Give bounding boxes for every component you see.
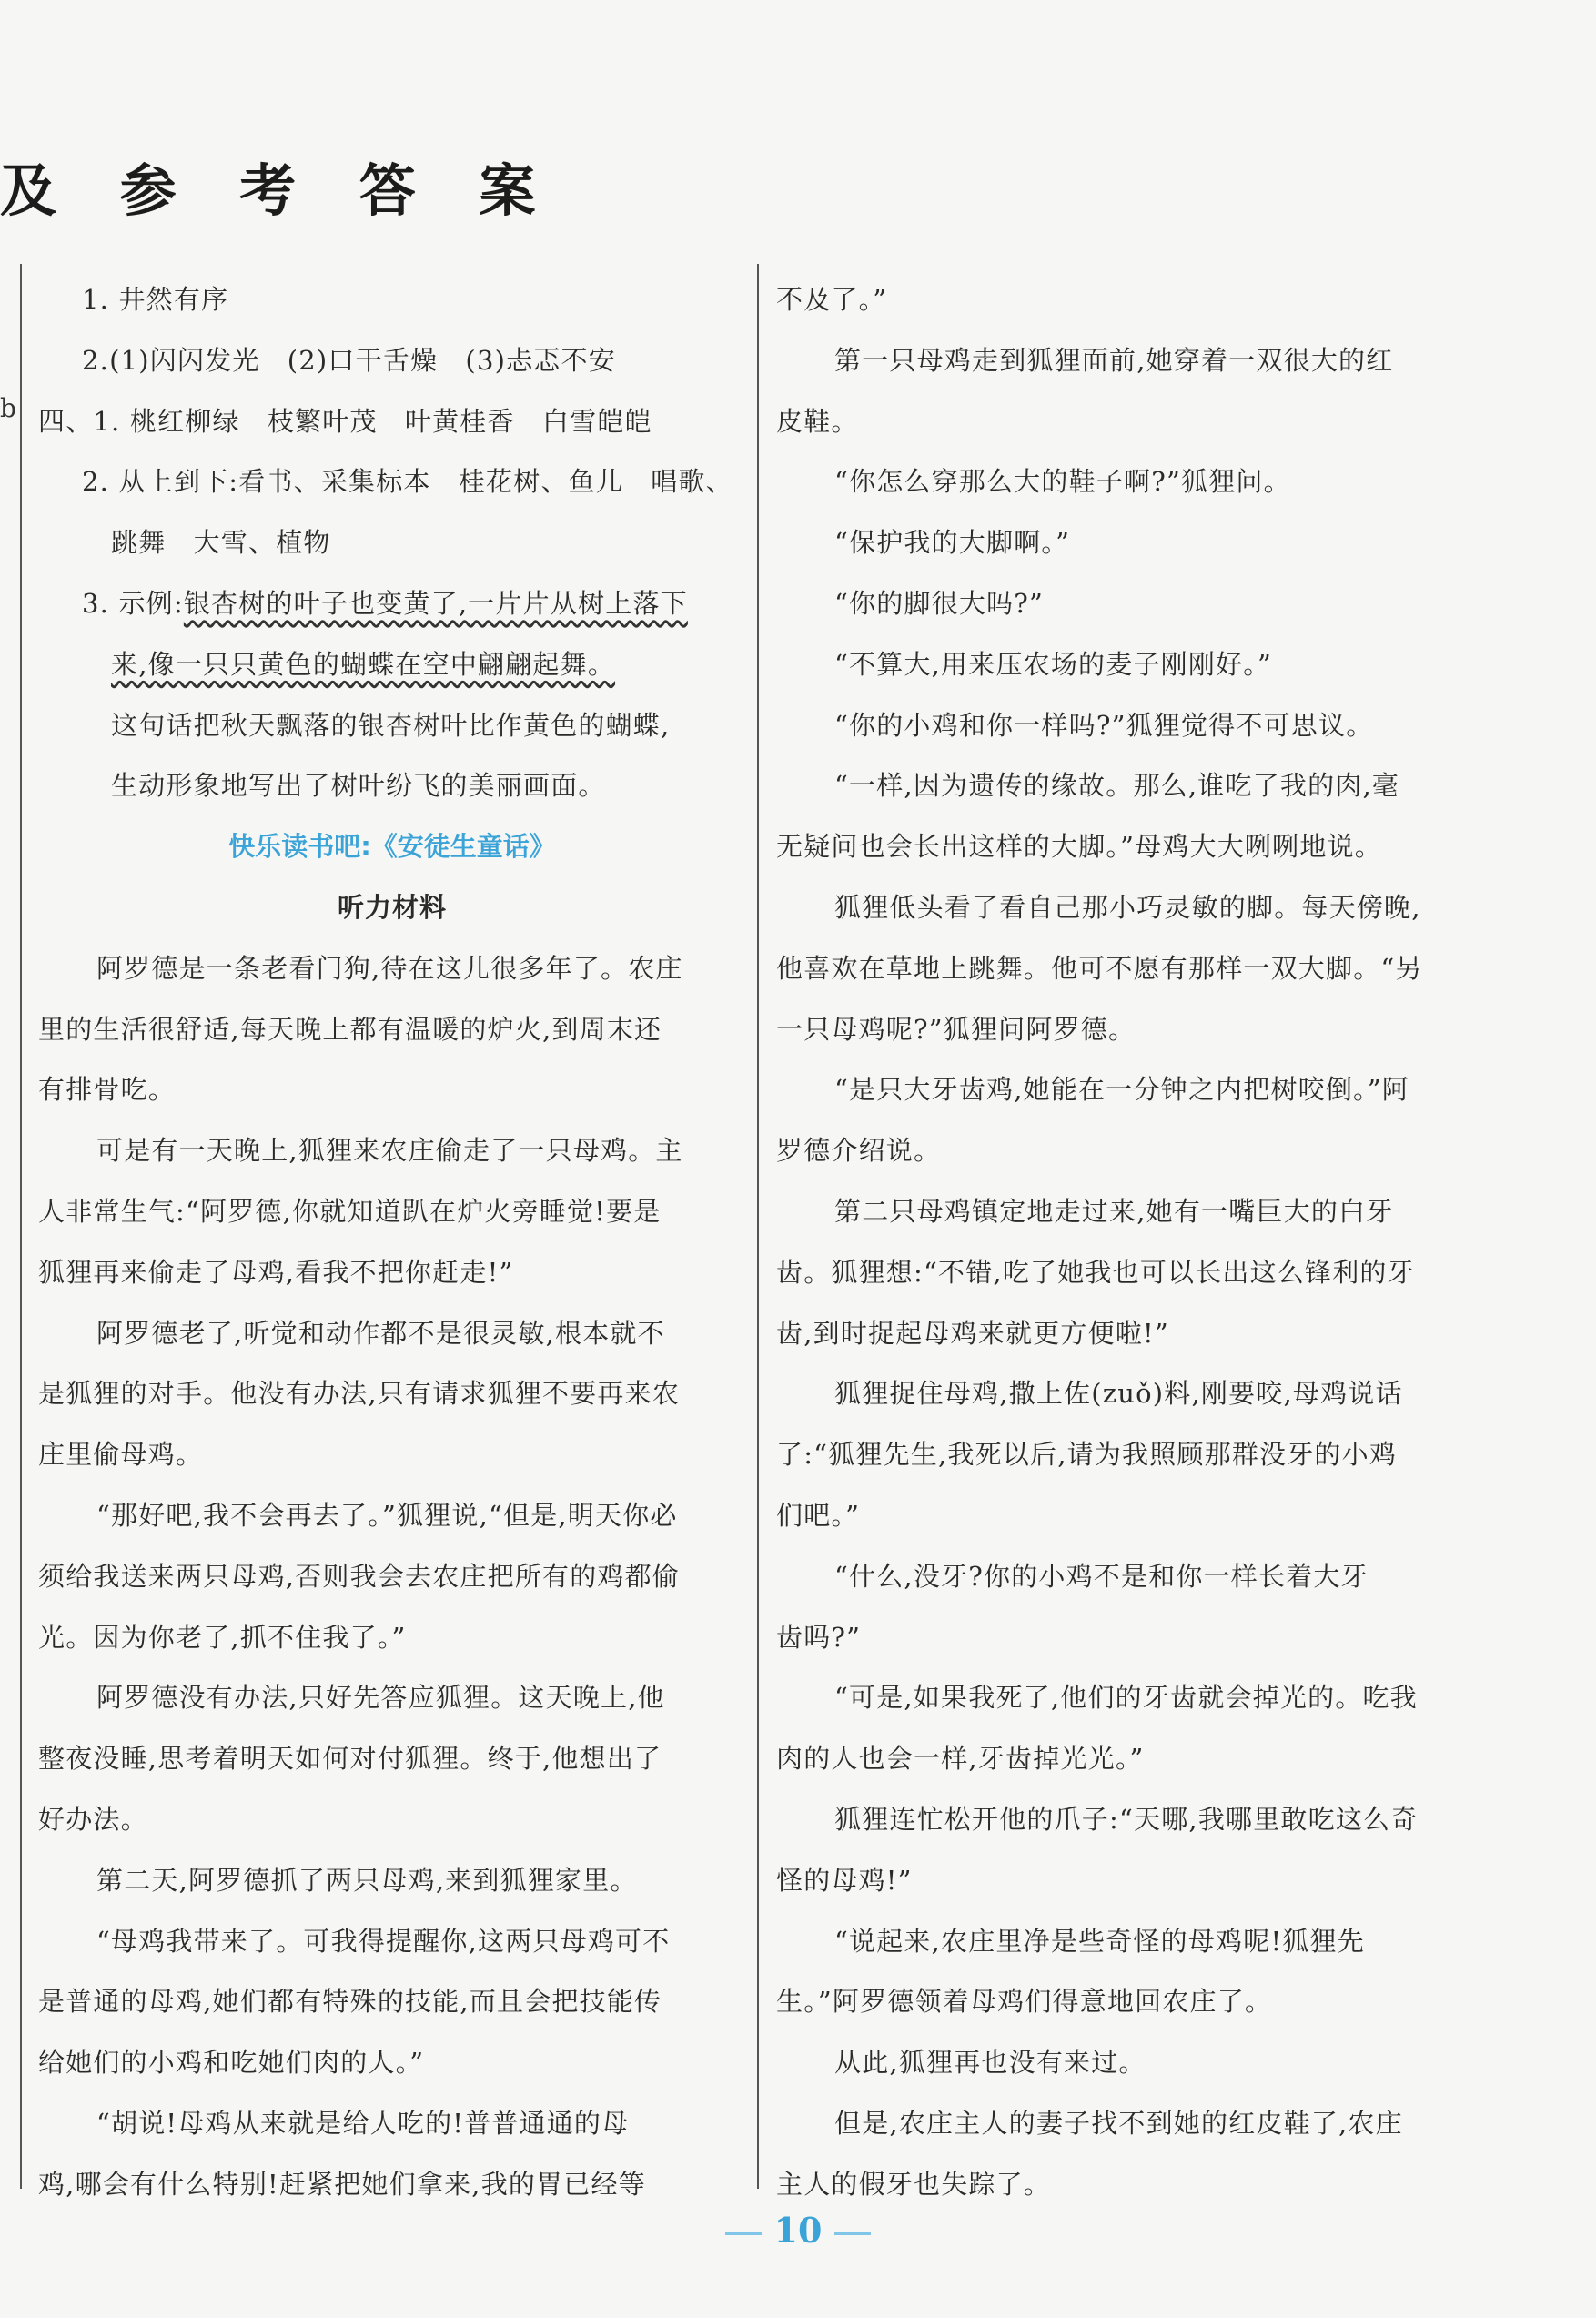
line-text: 一只母鸡呢?”狐狸问阿罗德。: [776, 1013, 1136, 1045]
right-line: [776, 938, 1486, 999]
left-line: [38, 999, 746, 1060]
line-text: 庄里偷母鸡。: [38, 1439, 204, 1471]
line-text: 狐狸捉住母鸡,撒上佐(zuǒ)料,刚要咬,母鸡说话: [834, 1378, 1403, 1410]
right-line: [776, 1850, 1486, 1911]
left-line: [38, 2093, 746, 2154]
left-line: [38, 1607, 746, 1668]
right-line: [776, 1120, 1486, 1181]
left-line: [38, 512, 746, 573]
line-text: “什么,没牙?你的小鸡不是和你一样长着大牙: [834, 1560, 1369, 1592]
right-line: [776, 695, 1486, 756]
right-line: [776, 816, 1486, 877]
line-text: “不算大,用来压农场的麦子刚刚好。”: [834, 648, 1272, 680]
line-text: 第二天,阿罗德抓了两只母鸡,来到狐狸家里。: [96, 1864, 638, 1896]
line-text: 听力材料: [337, 891, 447, 923]
left-line: [38, 938, 746, 999]
line-text: 是普通的母鸡,她们都有特殊的技能,而且会把技能传: [38, 1986, 662, 2018]
left-line: [38, 391, 746, 452]
left-line: [38, 1971, 746, 2032]
left-line: [38, 1485, 746, 1546]
right-line: [776, 634, 1486, 695]
right-line: [776, 1424, 1486, 1485]
left-line: [38, 451, 746, 512]
line-text: 他喜欢在草地上跳舞。他可不愿有那样一双大脚。“另: [776, 952, 1423, 984]
dash-left: [725, 2232, 762, 2235]
column-divider: [757, 264, 759, 2189]
line-text: “那好吧,我不会再去了。”狐狸说,“但是,明天你必: [96, 1499, 678, 1531]
right-line: [776, 1059, 1486, 1120]
line-text: 光。因为你老了,抓不住我了。”: [38, 1621, 407, 1653]
line-text: 里的生活很舒适,每天晚上都有温暖的炉火,到周末还: [38, 1013, 662, 1045]
right-column: [776, 269, 1486, 2215]
line-text: 罗德介绍说。: [776, 1135, 942, 1167]
line-text: 2. 从上到下:看书、采集标本 桂花树、鱼儿 唱歌、: [82, 466, 733, 498]
left-line: [38, 1789, 746, 1850]
line-text: “是只大牙齿鸡,她能在一分钟之内把树咬倒。”阿: [834, 1074, 1409, 1106]
line-text: 有排骨吃。: [38, 1074, 177, 1106]
right-line: [776, 1728, 1486, 1789]
line-text: 齿吗?”: [776, 1621, 862, 1653]
right-line: [776, 1607, 1486, 1668]
line-text: 鸡,哪会有什么特别!赶紧把她们拿来,我的胃已经等: [38, 2168, 646, 2200]
line-text: 1. 井然有序: [82, 284, 229, 315]
line-text: 了:“狐狸先生,我死以后,请为我照顾那群没牙的小鸡: [776, 1439, 1398, 1471]
left-margin-rule: [20, 264, 22, 2189]
left-line: [38, 1546, 746, 1607]
margin-text-fragment: b: [0, 393, 16, 423]
line-text: 从此,狐狸再也没有来过。: [834, 2047, 1146, 2079]
right-line: [776, 330, 1486, 391]
line-text: 主人的假牙也失踪了。: [776, 2168, 1052, 2200]
left-line: [38, 1424, 746, 1485]
line-text: 齿。狐狸想:“不错,吃了她我也可以长出这么锋利的牙: [776, 1256, 1415, 1288]
left-line: [38, 877, 746, 938]
left-line: [38, 1303, 746, 1364]
line-text: 狐狸再来偷走了母鸡,看我不把你赶走!”: [38, 1256, 514, 1288]
right-line: [776, 573, 1486, 634]
line-text: 狐狸连忙松开他的爪子:“天哪,我哪里敢吃这么奇: [834, 1803, 1419, 1835]
left-column: [38, 269, 746, 2215]
line-text: 给她们的小鸡和吃她们肉的人。”: [38, 2047, 425, 2079]
line-text: 齿,到时捉起母鸡来就更方便啦!”: [776, 1317, 1169, 1349]
line-text: “胡说!母鸡从来就是给人吃的!普普通通的母: [96, 2107, 630, 2139]
right-line: [776, 2093, 1486, 2154]
dash-right: [834, 2232, 871, 2235]
left-line: [38, 1667, 746, 1728]
line-text: 不及了。”: [776, 284, 888, 315]
line-text: 怪的母鸡!”: [776, 1864, 913, 1896]
line-text: 可是有一天晚上,狐狸来农庄偷走了一只母鸡。主: [96, 1135, 683, 1167]
line-text: 这句话把秋天飘落的银杏树叶比作黄色的蝴蝶,: [111, 709, 671, 741]
line-text: 阿罗德没有办法,只好先答应狐狸。这天晚上,他: [96, 1682, 665, 1714]
left-line: [38, 1911, 746, 1972]
line-text: 皮鞋。: [776, 405, 859, 437]
right-line: [776, 1911, 1486, 1972]
line-text: 生。”阿罗德领着母鸡们得意地回农庄了。: [776, 1986, 1273, 2018]
line-text: 是狐狸的对手。他没有办法,只有请求狐狸不要再来农: [38, 1378, 681, 1410]
line-text: 阿罗德是一条老看门狗,待在这儿很多年了。农庄: [96, 952, 683, 984]
line-text: 2.(1)闪闪发光 (2)口干舌燥 (3)忐忑不安: [82, 344, 616, 376]
page-number: 10: [773, 2210, 823, 2251]
line-text: “你的小鸡和你一样吗?”狐狸觉得不可思议。: [834, 709, 1374, 741]
left-line: [38, 1363, 746, 1424]
right-line: [776, 1181, 1486, 1242]
left-line: [38, 1850, 746, 1911]
right-line: [776, 1789, 1486, 1850]
left-line: [38, 330, 746, 391]
line-text: “你怎么穿那么大的鞋子啊?”狐狸问。: [834, 466, 1291, 498]
right-line: [776, 877, 1486, 938]
line-text: “你的脚很大吗?”: [834, 587, 1044, 619]
right-line: [776, 755, 1486, 816]
left-line: [38, 2154, 746, 2215]
line-text: 快乐读书吧:《安徒生童话》: [228, 831, 556, 863]
line-text: 第二只母鸡镇定地走过来,她有一嘴巨大的白牙: [834, 1195, 1394, 1227]
line-text: 好办法。: [38, 1803, 148, 1835]
line-text: 狐狸低头看了看自己那小巧灵敏的脚。每天傍晚,: [834, 891, 1421, 923]
right-line: [776, 1303, 1486, 1364]
line-text: 但是,农庄主人的妻子找不到她的红皮鞋了,农庄: [834, 2107, 1403, 2139]
left-line: [38, 695, 746, 756]
right-line: [776, 1363, 1486, 1424]
line-text: 跳舞 大雪、植物: [111, 527, 331, 559]
right-line: [776, 1242, 1486, 1303]
underlined-example-text: 来,像一只只黄色的蝴蝶在空中翩翩起舞。: [111, 648, 616, 680]
underlined-example-text: 银杏树的叶子也变黄了,一片片从树上落下: [183, 587, 688, 619]
right-line: [776, 999, 1486, 1060]
line-text: 肉的人也会一样,牙齿掉光光。”: [776, 1743, 1145, 1775]
right-line: [776, 2032, 1486, 2093]
line-text: 生动形象地写出了树叶纷飞的美丽画面。: [111, 770, 606, 802]
page-title: 及 参 考 答 案: [0, 157, 558, 224]
left-line: [38, 816, 746, 877]
right-line: [776, 1971, 1486, 2032]
line-text: “可是,如果我死了,他们的牙齿就会掉光的。吃我: [834, 1682, 1418, 1714]
line-prefix: 3. 示例:: [82, 587, 184, 619]
line-text: 人非常生气:“阿罗德,你就知道趴在炉火旁睡觉!要是: [38, 1195, 662, 1227]
left-line: [38, 755, 746, 816]
line-text: 四、1. 桃红柳绿 枝繁叶茂 叶黄桂香 白雪皑皑: [38, 405, 652, 437]
left-line: [38, 1120, 746, 1181]
right-line: [776, 391, 1486, 452]
line-text: 整夜没睡,思考着明天如何对付狐狸。终于,他想出了: [38, 1743, 662, 1775]
right-line: [776, 2154, 1486, 2215]
page-number-block: [712, 2210, 884, 2251]
right-line: [776, 269, 1486, 330]
page-footer: [0, 2210, 1596, 2251]
line-text: 阿罗德老了,听觉和动作都不是很灵敏,根本就不: [96, 1317, 665, 1349]
left-line: [38, 2032, 746, 2093]
line-text: “说起来,农庄里净是些奇怪的母鸡呢!狐狸先: [834, 1925, 1365, 1957]
line-text: 须给我送来两只母鸡,否则我会去农庄把所有的鸡都偷: [38, 1560, 681, 1592]
line-text: “一样,因为遗传的缘故。那么,谁吃了我的肉,毫: [834, 770, 1400, 802]
left-line: [38, 269, 746, 330]
line-text: 们吧。”: [776, 1499, 861, 1531]
line-text: “保护我的大脚啊。”: [834, 527, 1071, 559]
right-line: [776, 1485, 1486, 1546]
left-line: [38, 1242, 746, 1303]
left-line: [38, 1181, 746, 1242]
right-line: [776, 512, 1486, 573]
left-line: [38, 1059, 746, 1120]
left-line: [38, 573, 746, 634]
right-line: [776, 451, 1486, 512]
line-text: 无疑问也会长出这样的大脚。”母鸡大大咧咧地说。: [776, 831, 1382, 863]
line-text: “母鸡我带来了。可我得提醒你,这两只母鸡可不: [96, 1925, 671, 1957]
right-line: [776, 1546, 1486, 1607]
left-line: [38, 634, 746, 695]
line-text: 第一只母鸡走到狐狸面前,她穿着一双很大的红: [834, 344, 1394, 376]
right-line: [776, 1667, 1486, 1728]
left-line: [38, 1728, 746, 1789]
